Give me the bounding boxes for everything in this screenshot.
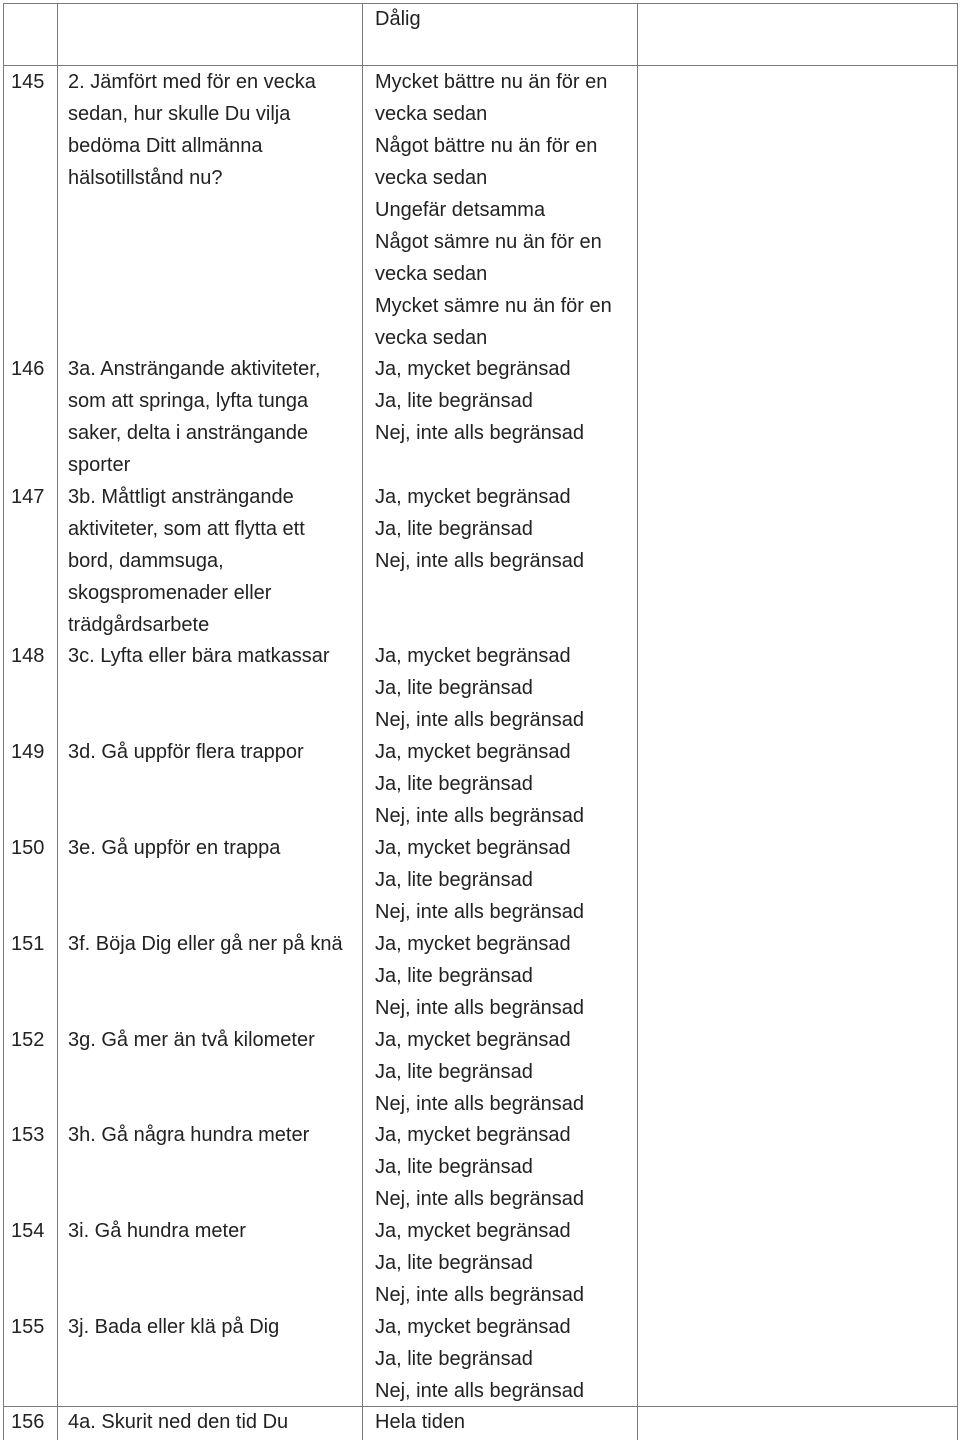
answer-option: Ja, lite begränsad: [375, 1156, 533, 1178]
question-text: 3j. Bada eller klä på Dig: [68, 1316, 280, 1338]
question-text: 3f. Böja Dig eller gå ner på knä: [68, 933, 343, 955]
answer-option: Mycket sämre nu än för en: [375, 295, 612, 317]
question-text: 3b. Måttligt ansträngande aktiviteter, som att flytta ett bord, dammsuga, skogspromenader eller trädgårdsarbete: [68, 486, 305, 636]
answer-options: [375, 1311, 630, 1407]
question-text: 4a. Skurit ned den tid Du: [68, 1411, 289, 1433]
answer-option: Ja, lite begränsad: [375, 677, 533, 699]
answer-option: Nej, inte alls begränsad: [375, 1284, 585, 1306]
answer-option: Nej, inte alls begränsad: [375, 997, 585, 1019]
answer-options: [375, 1406, 630, 1438]
answer-option: Nej, inte alls begränsad: [375, 901, 585, 923]
answer-option: Något sämre nu än för en: [375, 231, 602, 253]
answer-option: Mycket bättre nu än för en: [375, 71, 608, 93]
answer-option: Dålig: [375, 8, 421, 30]
answer-options: Mycket bättre nu än för en vecka sedan Något bättre nu än för en vecka sedan Ungefär detsamma Något sämre nu än för en vecka sedan Mycket sämre nu än för en vecka sedan: [375, 66, 630, 354]
answer-option: Ja, lite begränsad: [375, 390, 533, 412]
column-divider: [637, 3, 638, 1440]
answer-option: Ja, mycket begränsad: [375, 741, 571, 763]
row-number: 146: [11, 358, 45, 380]
answer-option: Ja, lite begränsad: [375, 773, 533, 795]
answer-option: Ja, mycket begränsad: [375, 1220, 571, 1242]
answer-option: Ungefär detsamma: [375, 199, 546, 221]
question-text: 3c. Lyfta eller bära matkassar: [68, 645, 330, 667]
answer-option: Ja, lite begränsad: [375, 1348, 533, 1370]
answer-option: Något bättre nu än för en: [375, 135, 598, 157]
answer-options: [375, 3, 630, 35]
answer-option: Ja, mycket begränsad: [375, 1029, 571, 1051]
answer-option: Ja, lite begränsad: [375, 869, 533, 891]
answer-option: Ja, mycket begränsad: [375, 1124, 571, 1146]
row-number: 149: [11, 741, 45, 763]
answer-options: [375, 1119, 630, 1215]
answer-option: Ja, lite begränsad: [375, 965, 533, 987]
column-divider: [57, 3, 58, 1440]
question-text: 2. Jämfört med för en vecka sedan, hur skulle Du vilja bedöma Ditt allmänna hälsotillstånd nu?: [68, 71, 316, 189]
answer-option: Ja, mycket begränsad: [375, 486, 571, 508]
answer-option: Nej, inte alls begränsad: [375, 422, 585, 444]
row-number: 148: [11, 645, 45, 667]
answer-options: [375, 736, 630, 832]
answer-option: Ja, lite begränsad: [375, 518, 533, 540]
answer-options: [375, 928, 630, 1024]
answer-options: [375, 1215, 630, 1311]
answer-option: Ja, mycket begränsad: [375, 837, 571, 859]
answer-option: Nej, inte alls begränsad: [375, 1380, 585, 1402]
answer-option: Nej, inte alls begränsad: [375, 1093, 585, 1115]
answer-option: Ja, mycket begränsad: [375, 358, 571, 380]
row-number: 145: [11, 71, 45, 93]
answer-option: Hela tiden: [375, 1411, 466, 1433]
answer-options: [375, 1024, 630, 1120]
answer-option: Nej, inte alls begränsad: [375, 1188, 585, 1210]
question-text: 3g. Gå mer än två kilometer: [68, 1029, 315, 1051]
answer-option: Ja, lite begränsad: [375, 1252, 533, 1274]
question-text: 3e. Gå uppför en trappa: [68, 837, 281, 859]
answer-options: [375, 353, 630, 449]
row-number: 152: [11, 1029, 45, 1051]
row-number: 154: [11, 1220, 45, 1242]
answer-options: [375, 832, 630, 928]
table-border-left: [3, 3, 4, 1440]
row-number: 147: [11, 486, 45, 508]
answer-option: Ja, mycket begränsad: [375, 645, 571, 667]
row-number: 155: [11, 1316, 45, 1338]
row-number: 153: [11, 1124, 45, 1146]
question-text: 3i. Gå hundra meter: [68, 1220, 246, 1242]
answer-options: [375, 640, 630, 736]
row-number: 156: [11, 1411, 45, 1433]
answer-options: [375, 481, 630, 577]
question-text: 3d. Gå uppför flera trappor: [68, 741, 304, 763]
column-divider: [362, 3, 363, 1440]
row-number: 151: [11, 933, 45, 955]
question-text: 3a. Ansträngande aktiviteter, som att springa, lyfta tunga saker, delta i ansträngande sporter: [68, 358, 321, 476]
answer-option: Ja, lite begränsad: [375, 1061, 533, 1083]
answer-option: Nej, inte alls begränsad: [375, 550, 585, 572]
answer-option: Nej, inte alls begränsad: [375, 805, 585, 827]
answer-option: Nej, inte alls begränsad: [375, 709, 585, 731]
question-text: 3h. Gå några hundra meter: [68, 1124, 310, 1146]
answer-option: Ja, mycket begränsad: [375, 933, 571, 955]
table-border-right: [957, 3, 958, 1440]
row-number: 150: [11, 837, 45, 859]
answer-option: Ja, mycket begränsad: [375, 1316, 571, 1338]
